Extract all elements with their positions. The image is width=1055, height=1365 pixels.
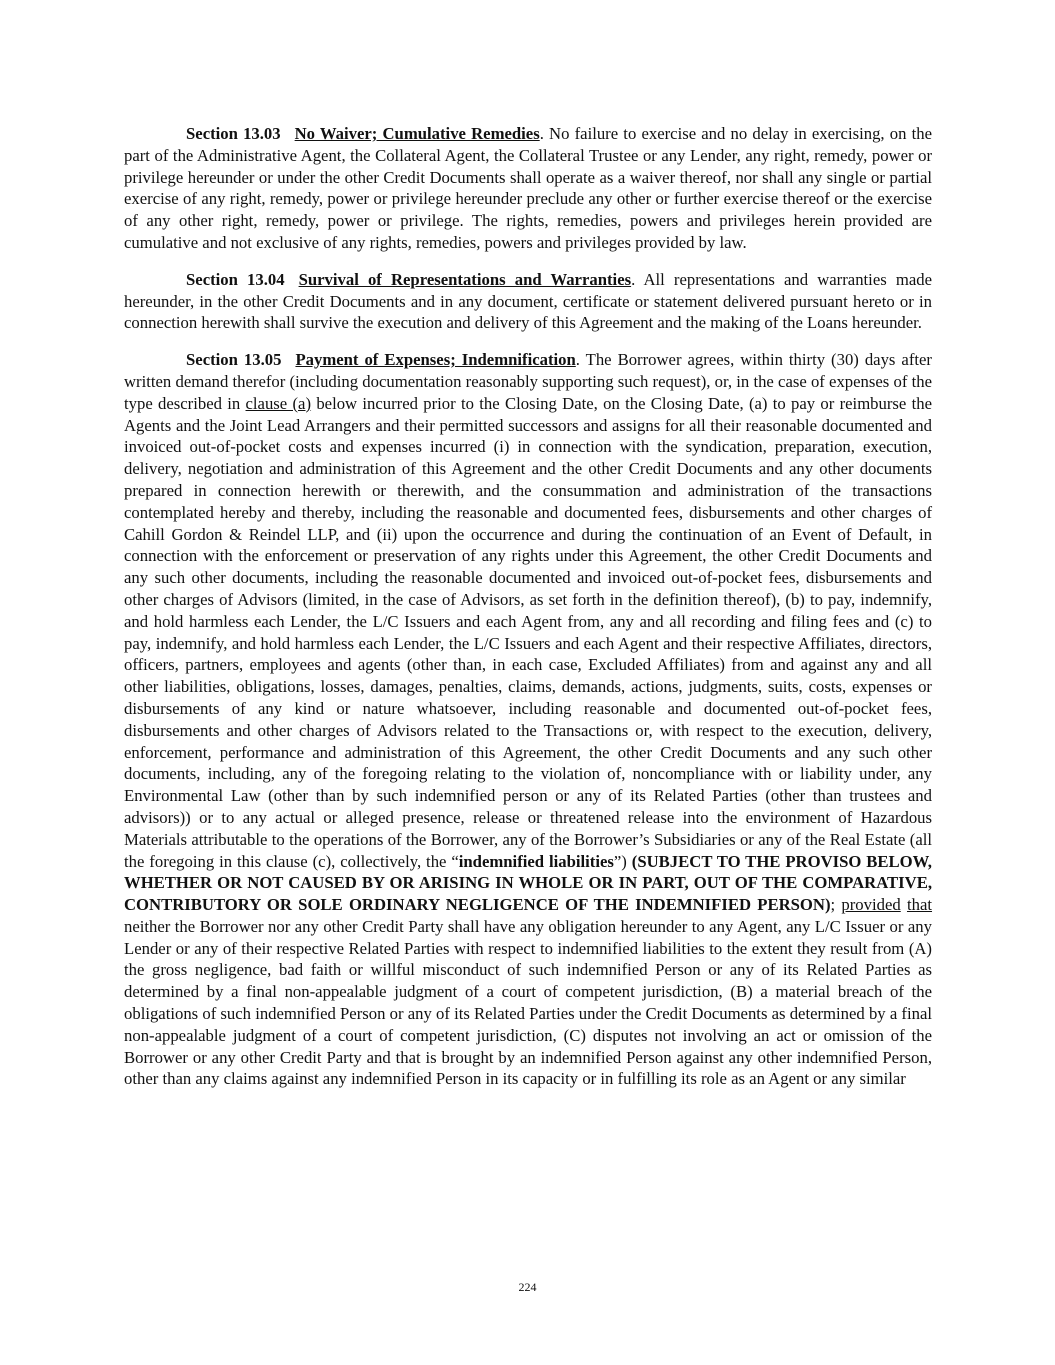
section-13-03-paragraph xyxy=(124,123,932,254)
that-term: that xyxy=(906,895,933,915)
section-title: Survival of Representations and Warranties xyxy=(298,269,632,289)
page-number: 224 xyxy=(518,1280,537,1294)
section-title: No Waiver; Cumulative Remedies xyxy=(294,124,540,143)
section-text: . All representations and warranties made hereunder, in the other Credit Documents and in any document, certificate or statement delivered pursuant hereto or in connection herewith shall survive the execution and delivery of this Agreement and the making of the Loans hereunder. xyxy=(124,269,932,333)
section-text: ; xyxy=(830,895,842,915)
section-number: Section 13.03 xyxy=(186,124,281,143)
clause-reference: clause (a) xyxy=(245,393,312,413)
section-number: Section 13.04 xyxy=(186,269,285,289)
section-title: Payment of Expenses; Indemnification xyxy=(295,350,576,370)
section-13-05-paragraph xyxy=(124,349,932,1090)
section-text: . The Borrower agrees, within thirty (30) days after written demand therefor (including documentation reasonably supporting such request), or, in the case of expenses of the type described in xyxy=(124,350,932,413)
section-text: below incurred prior to the Closing Date, on the Closing Date, (a) to pay or reimburse the Agents and the Joint Lead Arrangers and their permitted successors and assigns for all their reasonable documented and invoiced out-of-pocket costs and expenses incurred (i) in connection with the syndication, preparation, execution, delivery, negotiation and administration of this Agreement and the other Credit Documents and any other documents prepared in connection herewith or therewith, and the consummation and administration of the transactions contemplated hereby and thereby, including the reasonable and documented fees, disbursements and other charges of Cahill Gordon & Reindel LLP, and (ii) upon the occurrence and during the continuation of an Event of Default, in connection with the enforcement or preservation of any rights under this Agreement, the other Credit Documents and any such other documents, including the reasonable documented and invoiced out-of-pocket fees, disbursements and other charges of Advisors (limited, in the case of Advisors, as set forth in the definition thereof), (b) to pay, indemnify, and hold harmless each Lender, the L/C Issuers and each Agent from, any and all recording and filing fees and (c) to pay, indemnify, and hold harmless each Lender, the L/C Issuers and each Agent and their respective Affiliates, directors, officers, partners, employees and agents (other than, in each case, Excluded Affiliates) from and against any and all other liabilities, obligations, losses, damages, penalties, claims, demands, actions, judgments, suits, costs, expenses or disbursements of any kind or nature whatsoever, including reasonable and documented out-of-pocket fees, disbursements and other charges of Advisors related to the Transactions or, with respect to the execution, delivery, enforcement, performance and administration of this Agreement, the other Credit Documents and any such other documents, including, any of the foregoing relating to the violation of, noncompliance with or liability under, any Environmental Law (other than by such indemnified person or any of its Related Parties (other than trustees and advisors)) or to any actual or alleged presence, release or threatened release into the environment of Hazardous Materials attributable to the operations of the Borrower, any of the Borrower’s Subsidiaries or any of the Real Estate (all the foregoing in this clause (c), collectively, the “ xyxy=(124,393,932,871)
section-text: neither the Borrower nor any other Credit Party shall have any obligation hereunder to any Agent, any L/C Issuer or any Lender or any of their respective Related Parties with respect to indemnified liabilities to the extent they result from (A) the gross negligence, bad faith or willful misconduct of such indemnified Person or any of its Related Parties as determined by a final non-appealable judgment of a court of competent jurisdiction, (B) a material breach of the obligations of such indemnified Person or any of its Related Parties under the Credit Documents as determined by a final non-appealable judgment of a court of competent jurisdiction, (C) disputes not involving an act or omission of the Borrower or any other Credit Party and that is brought by an indemnified Person against any other indemnified Person, other than any claims against any indemnified Person in its capacity or in fulfilling its role as an Agent or any similar xyxy=(124,916,932,1089)
document-body xyxy=(124,123,932,1105)
provided-term: provided xyxy=(841,895,901,915)
section-13-04-paragraph xyxy=(124,269,932,334)
section-text: ”) xyxy=(613,851,632,871)
proviso-caps: (SUBJECT TO THE PROVISO BELOW, WHETHER OR NOT CAUSED BY OR ARISING IN WHOLE OR IN PART, OUT OF THE COMPARATIVE, CONTRIBUTORY OR SOLE ORDINARY NEGLIGENCE OF THE INDEMNIFIED PERSON) xyxy=(124,851,932,915)
section-text: . No failure to exercise and no delay in exercising, on the part of the Administrative Agent, the Collateral Agent, the Collateral Trustee or any Lender, any right, remedy, power or privilege hereunder or under the other Credit Documents shall operate as a waiver thereof, nor shall any single or partial exercise of any right, remedy, power or privilege hereunder preclude any other or further exercise thereof or the exercise of any other right, remedy, power or privilege. The rights, remedies, powers and privileges herein provided are cumulative and not exclusive of any rights, remedies, powers and privileges provided by law. xyxy=(124,124,932,252)
defined-term: indemnified liabilities xyxy=(458,851,614,871)
section-number: Section 13.05 xyxy=(186,350,282,370)
